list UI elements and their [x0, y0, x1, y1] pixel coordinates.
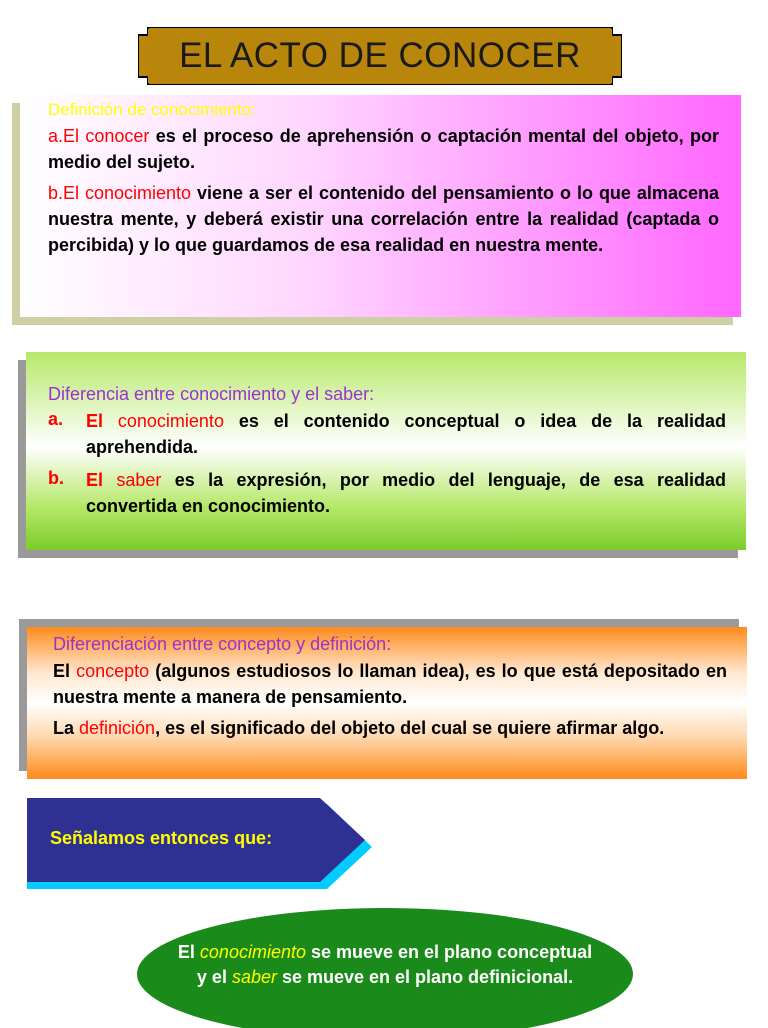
definition-term: definición [79, 718, 156, 738]
item-b-term: El conocimiento [63, 183, 192, 203]
difference-item-a-body [86, 408, 726, 460]
arrow-label: Señalamos entonces que: [50, 828, 273, 848]
concept-para [53, 658, 727, 710]
difference-item-b-lead: El [86, 470, 117, 490]
definition-text: , es el significado del objeto del cual se quiere afirmar algo. [155, 718, 665, 738]
conclusion-part2: se mueve en el plano conceptual y el [196, 942, 593, 987]
concept-term: concepto [76, 661, 150, 681]
item-a-term: El conocer [63, 126, 150, 146]
conclusion-term2: saber [231, 967, 277, 987]
item-a-marker: a. [48, 126, 64, 146]
concept-box [27, 627, 747, 779]
difference-item-b-marker: b. [48, 468, 64, 488]
item-a-text: es el proceso de aprehensión o captación mental del objeto, por medio del sujeto. [48, 126, 719, 172]
definition-para [53, 715, 727, 741]
definition-item-a [48, 123, 719, 175]
difference-heading: Diferencia entre conocimiento y el saber: [48, 384, 375, 404]
difference-item-a [48, 406, 726, 465]
title-banner [138, 27, 622, 85]
definition-item-b [48, 180, 719, 258]
difference-item-b-body [86, 467, 726, 519]
concept-text: (algunos estudiosos lo llaman idea), es lo que está depositado en nuestra mente a manera de pensamiento. [53, 661, 727, 707]
item-b-marker: b. [48, 183, 64, 203]
difference-item-a-term: conocimiento [117, 411, 224, 431]
conclusion-ellipse [136, 908, 634, 1028]
arrow-callout [20, 797, 375, 889]
difference-item-a-marker: a. [48, 409, 64, 429]
item-b-text: viene a ser el contenido del pensamiento o lo que almacena nuestra mente, y deberá existir una correlación entre la realidad (captada o percibida) y lo que guardamos de esa realidad en nuestra mente. [48, 183, 719, 255]
difference-item-b [48, 465, 726, 524]
page-title: EL ACTO DE CONOCER [179, 36, 581, 75]
difference-item-b-text: es la expresión, por medio del lenguaje, de esa realidad convertida en conocimiento. [86, 470, 726, 516]
concept-lead: El [53, 661, 77, 681]
definition-heading: Definición de conocimiento: [48, 100, 256, 119]
difference-item-a-text: es el contenido conceptual o idea de la realidad aprehendida. [86, 411, 726, 457]
difference-item-a-lead: El [86, 411, 118, 431]
definition-lead: La [53, 718, 80, 738]
conclusion-part3: se mueve en el plano definicional. [276, 967, 574, 987]
conclusion-text [176, 940, 594, 990]
concept-heading: Diferenciación entre concepto y definición: [53, 634, 392, 654]
conclusion-part1: El [177, 942, 200, 962]
definition-box [20, 95, 741, 317]
conclusion-term1: conocimiento [199, 942, 306, 962]
difference-box [26, 352, 746, 550]
difference-item-b-term: saber [116, 470, 162, 490]
